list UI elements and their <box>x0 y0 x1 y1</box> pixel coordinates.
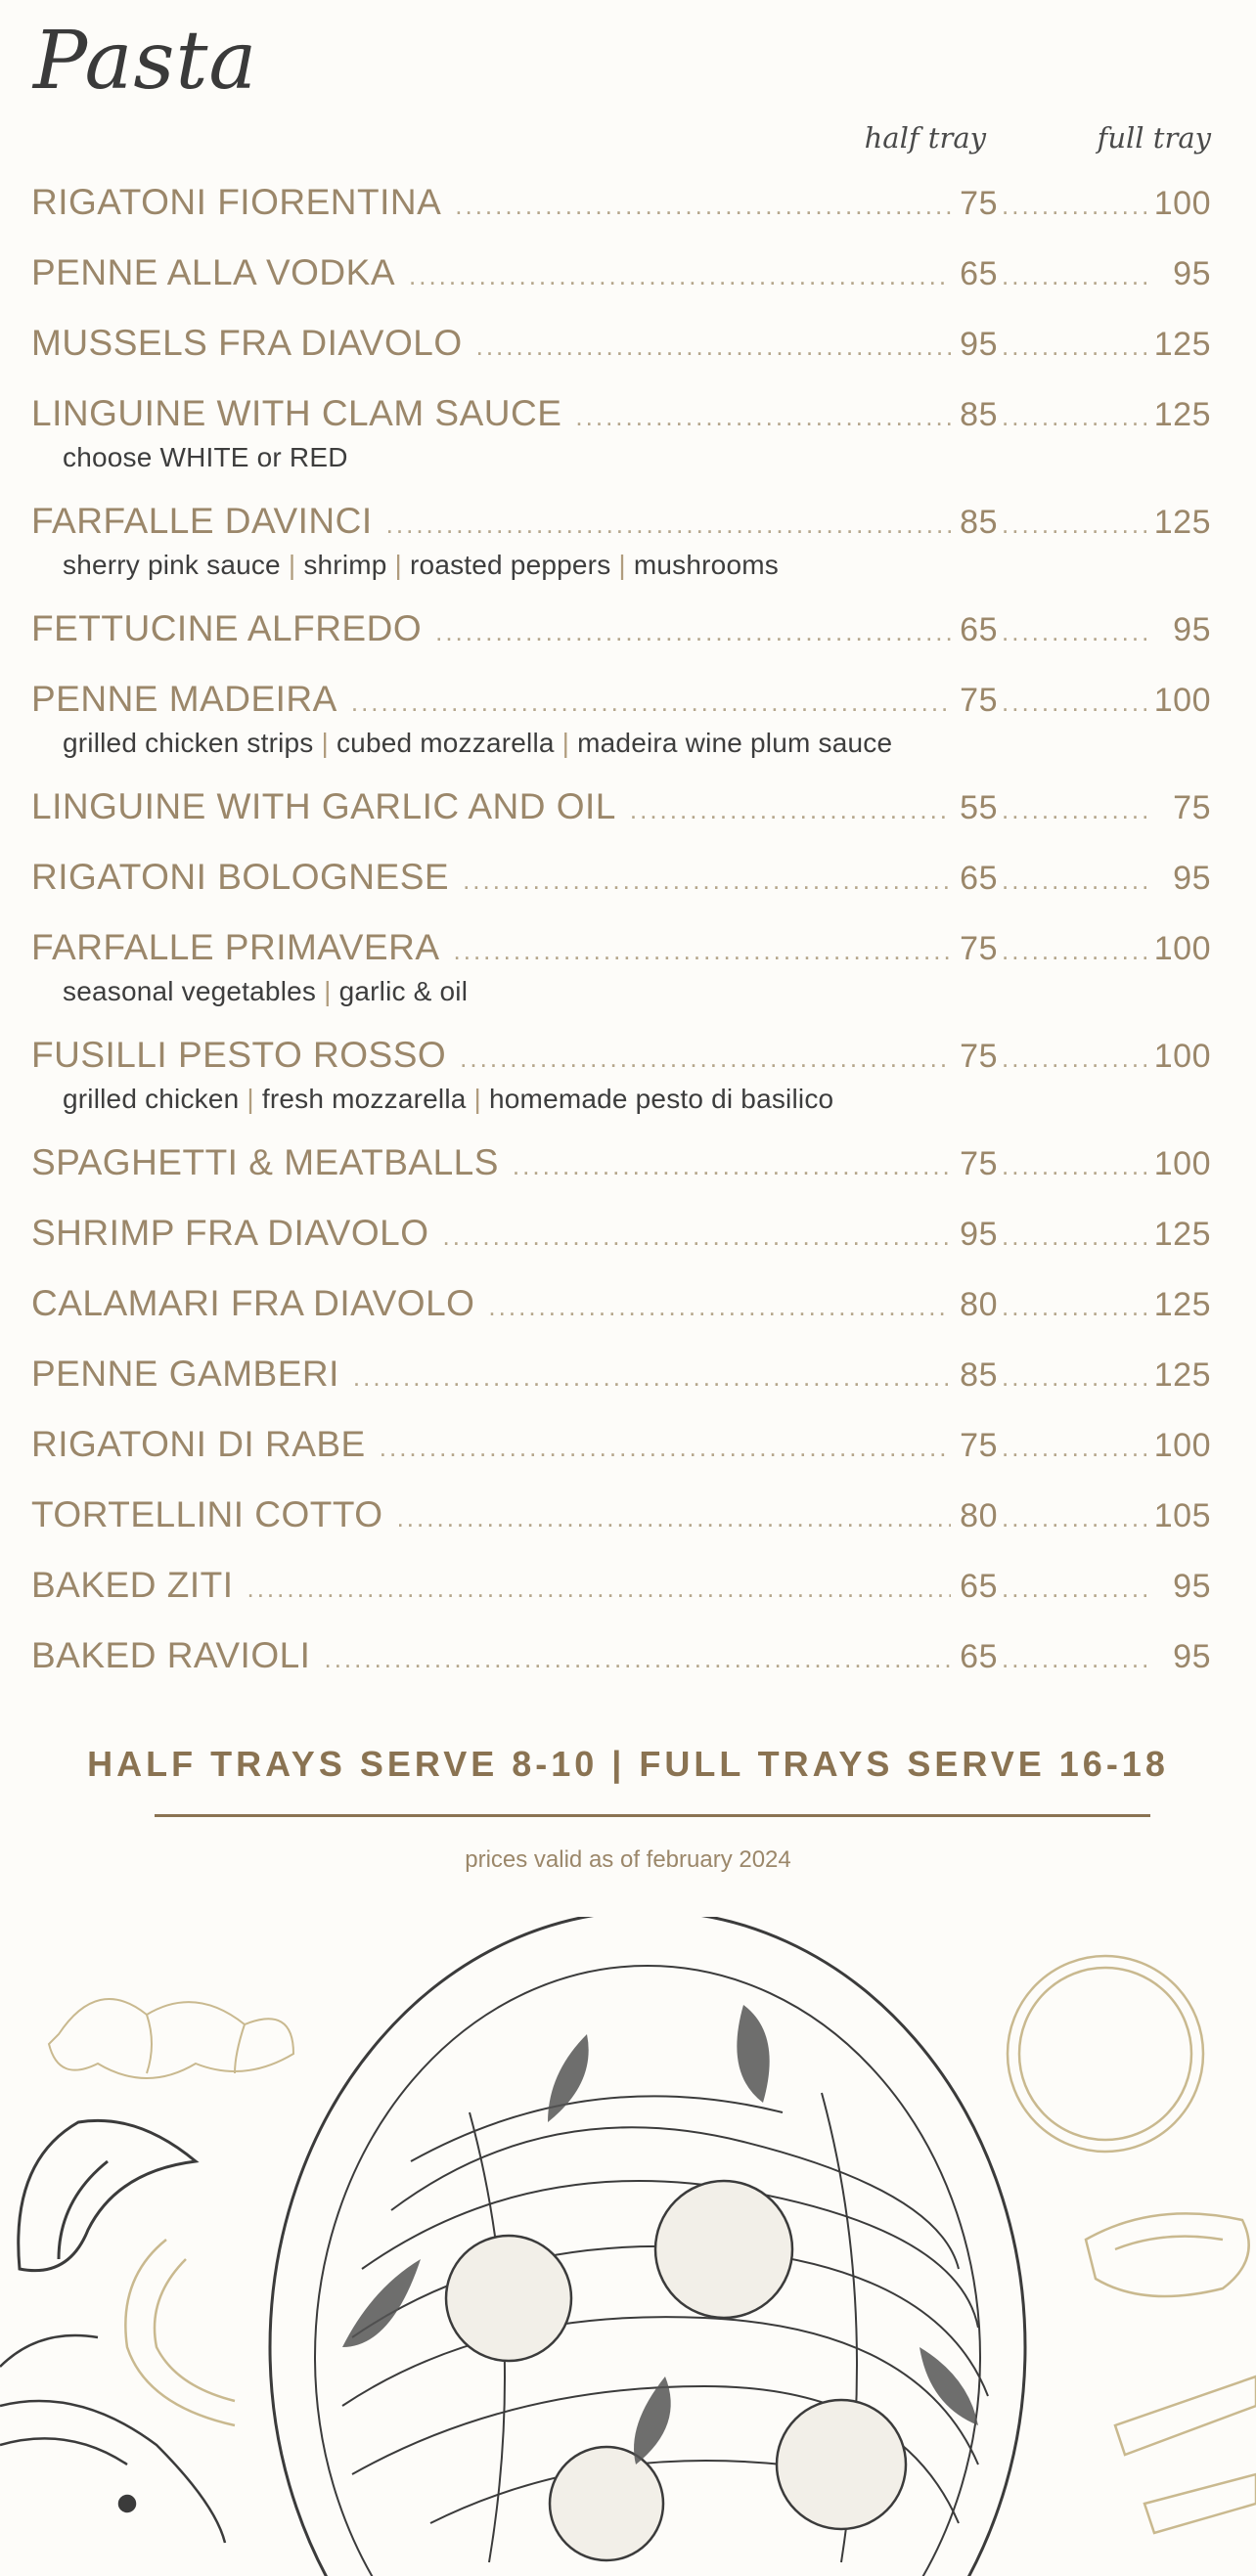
description-part: fresh mozzarella <box>261 1084 467 1114</box>
half-tray-price: 65 <box>960 860 998 897</box>
separator: | <box>321 728 329 758</box>
leader-dots <box>1002 261 1148 291</box>
leader-dots <box>247 1574 951 1604</box>
menu-item-row <box>31 182 1211 225</box>
half-tray-price: 85 <box>960 396 998 433</box>
garlic-icon <box>19 2120 196 2270</box>
description-part: madeira wine plum sauce <box>577 728 893 758</box>
leader-dots <box>1002 510 1148 540</box>
full-tray-price: 95 <box>1173 611 1211 648</box>
price-validity-note: prices valid as of february 2024 <box>465 1846 791 1873</box>
menu-item-row <box>31 1035 1211 1078</box>
half-tray-price: 75 <box>960 1145 998 1182</box>
dish-name: CALAMARI FRA DIAVOLO <box>31 1283 475 1323</box>
menu-item <box>31 1565 1211 1608</box>
leader-dots <box>1002 1503 1148 1533</box>
description-part: grilled chicken strips <box>63 728 314 758</box>
full-tray-price: 100 <box>1153 1038 1211 1075</box>
dish-description <box>63 728 1211 759</box>
menu-item-row <box>31 1354 1211 1397</box>
dish-description <box>63 976 1211 1007</box>
menu-item <box>31 252 1211 295</box>
menu-item <box>31 1424 1211 1467</box>
full-tray-header: full tray <box>1097 121 1211 155</box>
menu-item <box>31 786 1211 829</box>
leader-dots <box>1002 1433 1148 1463</box>
shrimp-icon <box>0 2335 225 2543</box>
full-tray-price: 100 <box>1153 185 1211 222</box>
penne-icon <box>1115 2376 1256 2533</box>
leader-dots <box>1002 617 1148 647</box>
leader-dots <box>397 1503 951 1533</box>
full-tray-price: 75 <box>1173 789 1211 826</box>
leader-dots <box>1002 1362 1148 1393</box>
leader-dots <box>1002 1044 1148 1074</box>
dish-name: FARFALLE PRIMAVERA <box>31 927 440 967</box>
separator: | <box>561 728 570 758</box>
menu-item <box>31 1635 1211 1678</box>
half-tray-price: 65 <box>960 611 998 648</box>
menu-item <box>31 927 1211 1007</box>
menu-item-row <box>31 608 1211 651</box>
full-tray-price: 125 <box>1153 504 1211 541</box>
leader-dots <box>1002 1574 1148 1604</box>
menu-item-row <box>31 393 1211 436</box>
menu-item <box>31 1035 1211 1115</box>
menu-item <box>31 1354 1211 1397</box>
half-tray-price: 55 <box>960 789 998 826</box>
leader-dots <box>353 1362 951 1393</box>
pasta-plate-icon <box>270 1917 1025 2576</box>
menu-item-row <box>31 679 1211 722</box>
dish-name: FARFALLE DAVINCI <box>31 501 373 541</box>
pasta-illustration <box>0 1917 1256 2576</box>
full-tray-price: 95 <box>1173 255 1211 292</box>
dish-name: FETTUCINE ALFREDO <box>31 608 423 648</box>
leader-dots <box>1002 688 1148 718</box>
full-tray-price: 100 <box>1153 1427 1211 1464</box>
menu-item-row <box>31 1142 1211 1185</box>
half-tray-price: 95 <box>960 326 998 363</box>
dish-name: PENNE MADEIRA <box>31 679 337 719</box>
half-tray-price: 85 <box>960 1356 998 1394</box>
leader-dots <box>351 688 951 718</box>
leader-dots <box>455 191 951 221</box>
dish-name: RIGATONI DI RABE <box>31 1424 366 1464</box>
dish-description <box>63 1084 1211 1115</box>
full-tray-price: 125 <box>1153 1216 1211 1253</box>
full-tray-price: 125 <box>1153 1286 1211 1323</box>
half-tray-price: 75 <box>960 185 998 222</box>
menu-item-row <box>31 323 1211 366</box>
half-tray-price: 75 <box>960 682 998 719</box>
menu-item-row <box>31 857 1211 900</box>
separator: | <box>247 1084 254 1114</box>
menu-item-row <box>31 252 1211 295</box>
full-tray-price: 95 <box>1173 860 1211 897</box>
full-tray-price: 105 <box>1153 1497 1211 1534</box>
description-part: roasted peppers <box>410 550 611 580</box>
full-tray-price: 100 <box>1153 682 1211 719</box>
menu-item <box>31 393 1211 473</box>
leader-dots <box>1002 936 1148 966</box>
menu-item <box>31 1142 1211 1185</box>
description-part: choose WHITE or RED <box>63 442 348 472</box>
full-tray-price: 95 <box>1173 1638 1211 1675</box>
menu-list <box>31 182 1211 1706</box>
ravioli-icon <box>1008 1956 1203 2152</box>
description-part: garlic & oil <box>338 976 469 1006</box>
half-tray-price: 80 <box>960 1286 998 1323</box>
menu-item <box>31 182 1211 225</box>
menu-item-row <box>31 1565 1211 1608</box>
leader-dots <box>463 866 951 896</box>
tortellini-icon <box>1086 2213 1249 2296</box>
leader-dots <box>488 1292 951 1322</box>
leader-dots <box>1002 1292 1148 1322</box>
leader-dots <box>630 795 951 825</box>
menu-item-row <box>31 786 1211 829</box>
half-tray-price: 65 <box>960 255 998 292</box>
menu-item-row <box>31 1213 1211 1256</box>
menu-item <box>31 679 1211 759</box>
leader-dots <box>1002 402 1148 432</box>
menu-item-row <box>31 1424 1211 1467</box>
leader-dots <box>324 1644 951 1674</box>
leader-dots <box>454 936 952 966</box>
leader-dots <box>1002 866 1148 896</box>
serving-info: HALF TRAYS SERVE 8-10 | FULL TRAYS SERVE 16-18 <box>87 1744 1169 1784</box>
separator: | <box>324 976 332 1006</box>
leader-dots <box>386 510 951 540</box>
dish-name: TORTELLINI COTTO <box>31 1494 383 1534</box>
menu-item <box>31 857 1211 900</box>
description-part: homemade pesto di basilico <box>489 1084 834 1114</box>
full-tray-price: 125 <box>1153 326 1211 363</box>
farfalle-icon <box>49 1999 293 2078</box>
menu-item <box>31 1494 1211 1537</box>
leader-dots <box>380 1433 951 1463</box>
leader-dots <box>1002 191 1148 221</box>
leader-dots <box>575 402 951 432</box>
dish-description <box>63 442 1211 473</box>
separator: | <box>618 550 626 580</box>
half-tray-price: 75 <box>960 930 998 967</box>
half-tray-price: 75 <box>960 1038 998 1075</box>
half-tray-price: 95 <box>960 1216 998 1253</box>
description-part: sherry pink sauce <box>63 550 281 580</box>
menu-item-row <box>31 1494 1211 1537</box>
leader-dots <box>460 1044 951 1074</box>
menu-item-row <box>31 1635 1211 1678</box>
description-part: grilled chicken <box>63 1084 240 1114</box>
description-part: seasonal vegetables <box>63 976 317 1006</box>
description-part: cubed mozzarella <box>336 728 555 758</box>
leader-dots <box>1002 1644 1148 1674</box>
leader-dots <box>476 332 951 362</box>
description-part: shrimp <box>303 550 387 580</box>
dish-name: PENNE ALLA VODKA <box>31 252 396 292</box>
menu-item-row <box>31 1283 1211 1326</box>
separator: | <box>288 550 296 580</box>
dish-name: SPAGHETTI & MEATBALLS <box>31 1142 499 1182</box>
leader-dots <box>1002 795 1148 825</box>
leader-dots <box>513 1151 951 1181</box>
dish-name: PENNE GAMBERI <box>31 1354 339 1394</box>
separator: | <box>473 1084 481 1114</box>
menu-item <box>31 501 1211 581</box>
full-tray-price: 100 <box>1153 1145 1211 1182</box>
half-tray-price: 75 <box>960 1427 998 1464</box>
menu-item <box>31 323 1211 366</box>
half-tray-price: 85 <box>960 504 998 541</box>
dish-name: BAKED RAVIOLI <box>31 1635 311 1675</box>
menu-item-row <box>31 927 1211 970</box>
dish-name: MUSSELS FRA DIAVOLO <box>31 323 463 363</box>
description-part: mushrooms <box>633 550 779 580</box>
leader-dots <box>1002 1151 1148 1181</box>
leader-dots <box>443 1221 952 1252</box>
macaroni-icon <box>125 2240 235 2425</box>
full-tray-price: 125 <box>1153 396 1211 433</box>
leader-dots <box>435 617 951 647</box>
divider <box>155 1814 1150 1817</box>
dish-name: LINGUINE WITH CLAM SAUCE <box>31 393 562 433</box>
full-tray-price: 95 <box>1173 1568 1211 1605</box>
dish-name: FUSILLI PESTO ROSSO <box>31 1035 447 1075</box>
page-title: Pasta <box>33 15 258 108</box>
dish-name: RIGATONI FIORENTINA <box>31 182 442 222</box>
menu-item-row <box>31 501 1211 544</box>
dish-description <box>63 550 1211 581</box>
full-tray-price: 125 <box>1153 1356 1211 1394</box>
full-tray-price: 100 <box>1153 930 1211 967</box>
half-tray-header: half tray <box>864 121 986 155</box>
half-tray-price: 65 <box>960 1568 998 1605</box>
dish-name: LINGUINE WITH GARLIC AND OIL <box>31 786 616 826</box>
leader-dots <box>409 261 951 291</box>
leader-dots <box>1002 332 1148 362</box>
half-tray-price: 80 <box>960 1497 998 1534</box>
menu-item <box>31 608 1211 651</box>
dish-name: SHRIMP FRA DIAVOLO <box>31 1213 429 1253</box>
dish-name: RIGATONI BOLOGNESE <box>31 857 450 897</box>
separator: | <box>394 550 403 580</box>
half-tray-price: 65 <box>960 1638 998 1675</box>
menu-item <box>31 1283 1211 1326</box>
dish-name: BAKED ZITI <box>31 1565 234 1605</box>
leader-dots <box>1002 1221 1148 1252</box>
menu-item <box>31 1213 1211 1256</box>
